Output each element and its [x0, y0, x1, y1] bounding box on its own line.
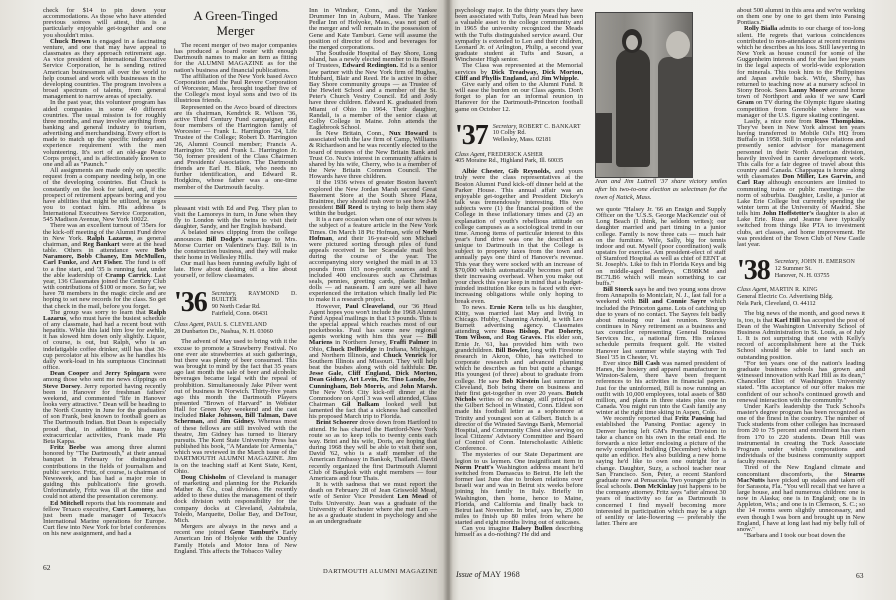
agent-name: MARTIN R. KING	[769, 287, 818, 294]
agent-label: Class Agent,	[174, 320, 207, 328]
classmate-name: Chuck Dellbridge	[326, 345, 377, 353]
paragraph: Bill Storck says he and two young sons drove from Annapolis to Montclair, N. J., last fall for a weekend with Bill and Connie Sayre which included the Princeton game. Lots of catching up due to years of no contact. The Sayres felt badly about missing our last reunion. Storcky continues in Navy retirement as a business and tax councilor representing General Business Services Inc., a national firm. His relaxed schedule permits frequent golf. He visited Hanover last summer while staying with Ted Steel '35 in Chester, Vt.	[596, 286, 727, 361]
agent-label: Class Agent,	[455, 150, 488, 158]
photo-woman-face	[626, 35, 638, 50]
paragraph: A belated news clipping from the college announces Bill Dodge's marriage to Mrs. Morse Currier on Valentine's Day. Bill is in the construction business, and they will make their home in Wellesley Hills.	[174, 229, 298, 261]
classmate-name: John Hoffstetter's	[762, 210, 814, 218]
classmate-name: Cramp Carrick	[105, 271, 151, 279]
paragraph: Lastly, a nice note from Russ Thompkins. They've been in New York almost ten years having transferred to Mobile Oil's HQ from Buffalo in 1958. Still in employee relations and presently senior advisor for management personnel in their North American division, heavily involved in career development work. This calls for a fair degree of travel about this country and Canada. Chappaqua is home along with classmates Don Miller, Les Garvin, and Carl Ray although encounters are limited to commuting trains or public meetings — the norm of suburbia. Daughter, Leslie, a junior at Lake Erie College but currently spending the winter term at the University of Madrid. She tells him John Hoffstetter's daughter is also at Lake Erie. Russ and Jeanne have typically switched from things like PTA to investment clubs, art classes, and home improvement. He was president of the Town Club of New Castle last year.	[737, 117, 866, 248]
paragraph: about 500 alumni in this area and we're working on them one by one to get them into Pansing Pontiacs."	[737, 7, 865, 27]
secretary-name: JOHN H. EMERSON	[801, 259, 856, 266]
paragraph: "Barbara and I took our boat down the	[744, 532, 846, 540]
classmate-name: Carl Ray	[737, 179, 765, 187]
agent-address: 405 Moraine Rd., Highland Park, Ill. 60035	[455, 157, 564, 165]
classmate-name: Butch Nichols	[455, 389, 583, 404]
photo-chair	[596, 113, 612, 163]
issue-month: MAY 1968	[482, 570, 520, 579]
classmate-name: Curt Lamorey,	[112, 505, 155, 513]
class-agent	[455, 152, 583, 166]
issue-prefix: Issue of	[456, 570, 481, 579]
secretary-address: 10 Colby Rd.	[492, 129, 526, 137]
agent-label: Class Agent,	[737, 286, 770, 294]
classmate-name: Bob Kirstein	[501, 377, 540, 385]
classmate-name: Don Miller, Les Garvin,	[782, 173, 853, 181]
agent-address: General Electric Co. Advertising Bldg.	[737, 292, 834, 300]
issue-date	[456, 570, 520, 579]
class-secretary	[212, 290, 297, 318]
classmate-name: Norm Pratt's	[455, 463, 494, 471]
classmate-name: Fritz Pansing	[675, 415, 714, 423]
classmate-name: Albie Chester, Gib Reynolds,	[462, 168, 551, 176]
classmate-name: Russ Thompkins.	[814, 117, 865, 125]
classmate-name: Chuck Venrick	[383, 351, 427, 359]
paragraph: Dean Cooper and Jerry Spingarn were among those who sent me news clippings on Steve Dorsey. Jerry reported having recently been in Hanover for freshman fathers' weekend, and commented "life in Hanover looks very attractive." Dean will be heading to the North Country in June for the graduation of son Frank, best known to football goers as The Dartmouth Indian. But Dean is especially proud that, in addition to his many extracurricular activities, Frank made Phi Beta Kappa.	[43, 370, 166, 445]
classmate-name: Art Fisher.	[91, 259, 123, 267]
classmate-name: Chuck Brown	[50, 37, 91, 45]
classmate-name: Bill and Connie Sayre	[638, 298, 707, 306]
paragraph: Albie Chester, Gib Reynolds, and yours truly were the class representatives at the Boston Alumni Fund kick-off dinner held at the Parker House. This annual affair was an enjoyable get-together and President Dickey's talk was tremendously interesting. His two subjects were (1) the financial position of the College in these inflationary times and (2) an explanation of youth's rebellious attitude on college campuses as a sociological trend in our time. Among items of particular interest to this year's fund drive was one he described as unique to Dartmouth in that the College is subject to property taxes from the town and annually pays one third of Hanover's revenue. This year they were socked with an increase of $70,000 which automatically becomes part of their increasing overhead. When you make out your check this year keep in mind that a budget-minded institution like ours is faced with ever-increasing obligations while only hoping to break even.	[455, 168, 583, 305]
column-2	[174, 8, 297, 555]
column-4	[455, 8, 583, 539]
classmate-name: Norb Hofman	[309, 228, 437, 242]
paragraph: Can you imagine Halsey Bullen describing himself as a do-nothing? He did and	[455, 525, 583, 539]
paragraph: The affiliation of the New York based Avco Corporation and the Paul Revere Corporation of Worcester, Mass., brought together five of the College's most loyal sons and two of its illustrious friends.	[174, 72, 297, 105]
classmate-name: Ed Mitchell	[50, 499, 84, 507]
secretary-name: ROBERT C. BANKART	[519, 123, 581, 130]
classmate-name: Karl Hill	[774, 316, 800, 324]
secretary-name: RAYMOND D. BUILTER	[211, 290, 297, 304]
classmate-name: Gil Balkam	[341, 401, 380, 408]
paragraph: Brint Schoerer drove down from Hartford to attend. He has charted the Hartford-New York route so as to keep tolls to twenty cents each way. Brint and his wife, Doris, are hoping that during 1968 they will be able to visit their son, David '62, who is a staff member of the American Embassy in Bankok, Thailand. David recently organized the first Dartmouth Alumni Club of Bangkok with eight members — four Americans and four Thais.	[309, 419, 437, 482]
paragraph: The Southside Hospital of Bay Shore, Long Island, has a newly elected member to its Board of Trustees, Edward Redington. Ed is a senior law partner with the New York firm of Hughes, Hubbard, Blair and Reed. He is active in other Bay Shore community groups — as Trustee of the Hewlett School and a member of the St. Peter's Church Vestry Council. Ed and Jody have three children. Edward K. graduated from Miami of Ohio in 1964. Their daughter, Randall, is a member of the senior class at Colby College in Maine. John attends the Eaglebrook School.	[309, 50, 437, 131]
paragraph: pleasant visit with Ed and Peg. They plan to visit the Lamoreys in turn, in June when they fly to London with the twins to visit their daughter, Sandy, and her English husband.	[174, 204, 297, 231]
classmate-name: Blake Johnson, Bill Talman, Dave Scherman,	[174, 412, 298, 426]
classmate-name: Bill Bowler,	[495, 346, 529, 354]
paragraph: Represented on the Avco board of directors are its chairman, Kendrick R. Wilson '36, active Third Century Fund campaigner, and four members of the Harrington family of Worcester — Frank L. Harrington '24, Life Trustee of the College; Robert D. Harrington '26, Alumni Council member; Francis A. Harrington '33; and Frank L. Harrington Jr. '50, former president of the Class Chairmen and Presidents' Association. The Dartmouth friends are Earl H. Blaik, who needs no further identification, and Edward R. Hodgkins, whose father was a one-time member of the Dartmouth faculty.	[174, 103, 297, 191]
classmate-name: Bill Mariens	[309, 333, 437, 347]
paragraph: Ed Mitchell reports that his roommate and fellow Texaco executive, Curt Lamorey, has just been made manager of Texaco's International Marine operations for Europe. Curt flew into New York for brief conferences on his new assignment, and had a	[43, 499, 166, 538]
class-year-numeral: '37	[455, 119, 488, 151]
secretary-address: 12 Summer St.	[774, 264, 812, 272]
paragraph: The recent merger of two major companies has produced a board roster with enough Dartmouth names to make an item as fitting for the ALUMNI MAGAZINE as for the nation's business and financial publications.	[174, 42, 297, 74]
secretary-label: Secretary,	[211, 289, 249, 297]
paragraph: In New Britain, Conn., Nux Howard is associated with the law firm of Camp, Williams & Richardson and he was recently elected to the board of trustees of the New Britain Bank and Trust Co. Nux's interest in community affairs is shared by his wife, Cherry, who is a member of the New Britain Common Council. The Howards have three children.	[309, 130, 437, 181]
page-number-left: 62	[43, 563, 51, 572]
classmate-name: Jim Gidney.	[219, 418, 256, 426]
paragraph: The Class was represented at the Memorial services by Dick Treadway, Dick Morton, Cliff and Phyllis England, and Jim Whipple.	[455, 62, 583, 82]
classmate-name: Stearns MacNutts	[737, 470, 865, 484]
paragraph: We recently reported that Fritz Pansing had established the Pansing Pontiac agency in Denver having left GM's Pontiac Division to take a chance on his own in the retail end. He forwards a nice letter enclosing a picture of the newly completed building (December) which is quite an edifice. He's also building a new home saying he'd like to own one outright for a change. Daughter, Suzy, a school teacher near San Francisco. Son, Peter, a recent Stanford graduate now at Pensacola. Two younger girls in local schools. Don McKinlay just happens to be the company attorney. Fritz says "after almost 30 years of inactivity so far as Dartmouth is concerned I find myself becoming more interested in participation which may be a sign of senility or late-flowering — preferably the latter. There are	[596, 415, 727, 527]
class-agent	[174, 322, 297, 336]
classmate-name: Fritz Beebe	[50, 444, 86, 452]
paragraph: Chuck Brown is engaged in a fascinating venture, and one that may have appeal to classmates as they approach retirement age. As vice president of International Executive Service Corporation, he is sending retired American businessmen all over the world to help counsel and work with businesses in the developing countries. The program involves a broad spectrum of talents, from general management to narrow areas of specialty.	[43, 37, 166, 101]
paragraph: It is a rare occasion when one of our wives is the subject of a feature article in the New York Times. On March 18 Pic Hofman, wife of Norb Hofman, and their 16-year-old son Michael were pictured sorting through piles of fund appeals received in her Scarsdale mail box during the course of the year. The accompanying story weighed the mail in at 13 pounds from 103 non-profit sources and it included 400 enclosures such as Christmas seals, pennies, greeting cards, plastic Indian dolls — ad nauseam. I am sure we all have experienced the irritation which finally led Pic to make it a research project.	[309, 216, 437, 304]
class-header-top	[174, 286, 297, 318]
classmate-name: Doug Chisholm	[181, 473, 227, 481]
classmate-name: Bill Reed	[335, 204, 363, 211]
class-header-top	[737, 255, 865, 287]
classmate-name: Paul Cleaveland	[345, 302, 394, 310]
running-footer: DARTMOUTH ALUMNI MAGAZINE	[323, 568, 438, 575]
column-6	[737, 8, 865, 539]
agent-address: Nela Park, Cleveland, O. 44112	[737, 299, 816, 307]
paragraph: The advent of May used to bring with it the excuse to promote a Strawberry Festival. No one ever ate strawberries at such gatherings, but there was plenty of beer consumed. This was brought to mind by the fact that 35 years ago last month the sale of beer and alcoholic beverages became legal with the repeal of prohibition. Simultaneously Jake Pilver went out of business in Norwich. Thirty-five years ago this month the Dartmouth Players presented "Brown of Harvard" in Webster Hall for Green Key weekend and the cast included Blake Johnson, Bill Talman, Dave Scherman, and Jim Gidney. Whereas most of these fellows are still involved with the theatre, Jim Gidney has turned to literary pursuits. The Kent State University Press has published his book, "A Mandate for Armenia," which was reviewed in the March issue of the DARTMOUTH ALUMNI MAGAZINE. Jim is on the teaching staff at Kent State, Kent, Ohio.	[174, 338, 298, 475]
classmate-name: Russ Bishop, Pat Doherty, Tom Wilson,	[455, 328, 583, 342]
classmate-name: Don McKinlay	[634, 483, 676, 491]
photo-man-head	[666, 31, 690, 59]
photo-caption: Jean and Jim Luttrell '37 share victory smiles after his two-to-one election as selectman for the town of Natick, Mass.	[595, 178, 727, 201]
page-fold	[443, 0, 453, 600]
paragraph: Tired of the New England climate and concomitant discomforts, the Stearns MacNutts have picked up stakes and taken off for Sarasota, Fla. "You will recall that we have a large house, and had numerous children: one is now in Alaska; one is in England; one is in Appleton, Wis.; and one is in Clemson, S. C.; so the 14 rooms seem slightly unnecessary, and even though I was born and brought up in New England, I have at long last had my belly full of snow."	[737, 464, 865, 533]
secretary-line	[212, 291, 297, 305]
photo-man-figure	[658, 57, 693, 178]
paragraph: However, Paul Cleaveland, our '36 Head Agent hopes you won't include the 1968 Alumni Fund Appeal mailings in that 13 pounds. This is the special appeal which reaches most of our pocketbooks. Paul has some new regional agents working with him this year — Bill Mariens in Northern Jersey, Fraffi Palmer in Ohio, Chuck Dellbridge in Indiana, Michigan, and Northern Illinois, and Chuck Venrick for Southern Illinois and Missouri. They will help beat the bushes along with old faithfuls: Dr. Jesse Gale, Cliff England, Dick Morton, Dean Gidney, Art Levin, Dr. Tino Lando, Joe Cunningham, Bob Morris, and John Marsh. The New York City kick-off dinner at the Commodore on April 3 was well attended, Class Chairman Gil Balkam looked well but lamented the fact that a sickness had cancelled his proposed March trip to Florida.	[309, 302, 438, 421]
classmate-name: Bob Naramore, Bobb Chaney, Em McMullen, Carl Funke,	[43, 247, 166, 267]
column-1	[43, 8, 166, 537]
paragraph: Our mail has been running awfully light of late. How about dashing off a line about yourself, or fellow classmates.	[174, 260, 297, 280]
classmate-name: Dr. Jesse Gale, Cliff England, Dick Morton, Dean Gidney, Art Levin, Dr. Tino Lando, Joe Cunningham, Bob Morris,	[309, 364, 437, 390]
photo-woman-figure	[616, 49, 650, 167]
paragraph: Ever since Bill Cash was named president of Hanes, the hosiery and apparel manufacturer in Winston-Salem, there have been frequent references to his activities in financial papers. Just for the uninformed, Bill is now running an outfit with 10,000 employees, total assets of $80 million, and plants in three states plus one in Canada. You might run into the Cash family any winter at the right time skiing in Aspen, Colo.	[596, 359, 726, 417]
paragraph: Inn in Windsor, Conn., and the Yankee Drummer Inn in Auburn, Mass. The Yankee Pedlar Inn of Holyoke, Mass., was not part of the merger and will remain in the possession of Gene and Kate Tamburi. Gene will assume the position of director of food and beverages for the merged corporations.	[309, 7, 437, 51]
agent-name: FREDERICK ASHER	[487, 151, 544, 158]
paragraph: There was an excellent turnout of '35ers for the kick-off meeting of the Alumni Fund drive in New York. Ralph Lazarus, as general chairman, and Reg Bankart were at the head table. Others in attendance were Bob Naramore, Bobb Chaney, Em McMullen, Carl Funke, and Art Fisher. The fund is off to a fine start, and '35 is running fast, under the able leadership of Cramp Carrick. Last year, 136 Classmates joined the Century Club with contributions of $100 or more. So far, we have 78 members in the magic circle and are hoping to set new records for the class. So get that check in the mail, before you forget.	[43, 222, 167, 310]
class-secretary	[775, 258, 855, 279]
secretary-label: Secretary,	[774, 258, 802, 266]
classmate-name: Dick Treadway, Dick Morton, Cliff and Phyllis England,	[455, 68, 583, 82]
secretary-address: 90 North Cedar Rd.	[211, 303, 261, 311]
class-header	[174, 286, 297, 336]
paragraph: All assignments are made only on specific request from a company needing help, in one of the developing countries. But Chuck is constantly on the look for talent, and, if the prospect of retirement appears boring and you have abilities that might be utilized, he urges you to contact him. His address is International Executives Service Corporation, 545 Madison Avenue, New York 10022.	[43, 167, 166, 224]
article-heading: A Green-Tinged Merger	[193, 8, 278, 38]
class-header	[455, 119, 583, 166]
agent-name: PAUL S. CLEVELAND	[206, 321, 267, 328]
paragraph: To news. Ernie Kern tells us his daughter, Kitty, was married last May and living in Chicago. Hubby, Channing Arnold, is with Leo Burnett advertising agency. Classmates attending were Russ Bishop, Pat Doherty, Tom Wilson, and Rog Graves. His elder son, Ernie Jr. '61, has provided him with two grandchildren. Bill Bowler, long with Firestone research in Akron, Ohio, has switched to corporate research and advanced planning which he describes as fun but quite a change. His youngest (of three) about to graduate from college. He saw Bob Kirstein last summer in Cleveland, Bob being there on business and their first get-together in over 20 years. Butch Nichols writes of no change, still principal of the Gilbert School in Winsted, Conn. Eldest son made his football letter as a sophomore at Trinity and youngest son at Gilbert. Butch is a director of the Winsted Savings Bank, Memorial Hospital, and Community Chest also serving on local Citizens' Advisory Committee and Board of Control of Conn. Interscholastic Athletic Conference.	[455, 303, 583, 453]
classmate-name: Ernie Kern	[489, 303, 523, 311]
classmate-name: Carl Gram	[737, 93, 865, 107]
classmate-name: Edward Redington.	[342, 62, 398, 70]
classmate-name: Dean Cooper	[50, 370, 89, 378]
paragraph: Give early and often to the Alumni Fund. It will ease the burden on our Class agents. Don't forget to plan for an informal reunion in Hanover for the Dartmouth-Princeton football game on October 12.	[455, 80, 583, 113]
column-5	[596, 207, 726, 527]
classmate-name: Halsey Bullen	[512, 525, 553, 533]
class-year-numeral: '38	[737, 255, 770, 287]
paragraph: Fritz Beebe was among three alumni honored by "The Dartmouth," at their annual banquet in February for distinguished contributions in the fields of journalism and public service. Fritz, of course, is chairman of Newsweek, and has had a major role in guiding this publication's fine growth. Unfortunately, Fritz was ill at the time and could not attend the presentation ceremony.	[43, 444, 166, 501]
page-number-right: 63	[856, 571, 864, 580]
classmate-name: Bill Dodge's	[206, 235, 243, 243]
paragraph: we quote "Halsey Jr. '66 an Ensign and Supply Officer on the 'U.S.S. George MacKenzie' out of Long Beach (I think, he seldom writes); our daughter married and part timing in a junior college. Family is now three cats — much hair on the furniture. Wife, Sally, big for tennis indoor and out. Myself (poor coordination) walk upstairs for exercise. Am president-elect of staff of Stamford Hospital as well as chief of EENT at St. Joseph's. Like to fish in Florida Keys and big on middle-aged Bentleys, CB98KM and BC7LB6 which will mean something to car buffs."	[596, 206, 726, 287]
secretary-address: Wellesley, Mass. 02181	[492, 136, 552, 144]
paragraph: The group was sorry to learn that Ralph Lazarus, who must have the busiest schedule of any classmate, had had a recent bout with hepatitis. While this laid him low for awhile, it has slowed him down only slightly. Liquor, of course, is out, but Ralph, who is an indefatigable coffee drinker, still has that 30-cup percolator at his elbow as he handles his daily work-load in his sumptuous Cincinnati office.	[43, 308, 166, 372]
classmate-name: Jim Whipple.	[540, 74, 579, 82]
paragraph: The mysteries of our State Department are legion to us laymen. One insignificant item in Norm Pratt's Washington address meant he'd switched from Damascus to Beirut. He left the former last June due to broken relations over Israeli war and was in Beirut six weeks before joining his family in Italy. Briefly in Washington, then home, hence to Maine, Florida, and California and finally back to Beirut last November. In brief, says he, 25,000 miles to finish up 80 miles from where he started and eight months living out of suitcases.	[455, 451, 583, 527]
classmate-name: Fraffi Palmer	[389, 339, 430, 347]
paragraph: If the 1936 wives of greater Boston haven't explored the New Jordan Marsh second Great Basement Store at the South Shore Plaza, Braintree, they should rush over to see how J-M president Bill Reed is trying to help them stay within the budget.	[309, 179, 437, 218]
column-3	[309, 8, 437, 525]
classmate-name: Len Mead	[397, 493, 428, 501]
classmate-name: Rog Graves.	[506, 334, 542, 342]
secretary-address: Hanover, N. H. 03755	[774, 271, 830, 279]
classmate-name: Brint Schoerer	[316, 419, 358, 427]
secretary-label: Secretary,	[492, 122, 520, 130]
classmate-name: Nux Howard	[389, 130, 429, 138]
class-secretary	[493, 123, 581, 144]
paragraph: Mergers are always in the news and a recent one joined Gene Tamburi's Early American Inn of Holyoke with the Dunfey Family Hotels and Motor Inns of New England. This affects the Tobacco Valley	[174, 523, 297, 555]
classmate-name: Rolly Bialla	[744, 25, 778, 33]
classmate-name: Ralph Lazarus	[43, 308, 166, 322]
paragraph: Under Karl's leadership the Tuck School's master's degree program has been recognized as one of the finest in the country. The number of Tuck students from other colleges has increased from 20 to 75 percent and enrollment has risen from 170 to 220 students. Dean Hill was instrumental in creating the Tuck Associate Program under which corporations and individuals of the business community support faculty research.	[737, 402, 865, 466]
class-header	[737, 255, 865, 307]
classmate-name: Steve Dorsey	[43, 382, 81, 390]
paragraph: check for $14 to pin down your accommodations. As those who have attended previous soirees will attest, this is a particularly enjoyable get-together and one you shouldn't miss.	[43, 7, 166, 39]
classmate-name: John Marsh.	[400, 382, 437, 390]
class-year-numeral: '36	[174, 286, 207, 318]
paragraph: The big news of the month, and good news it is, too, is that Karl Hill has accepted the post of Dean of the Washington University School of Business Administration in St. Louis, as of July 1. It is not surprising that one with Kelly's record of accomplishment here at the Tuck School should be able to land such an outstanding position.	[737, 310, 865, 361]
class-photo	[595, 12, 693, 178]
classmate-name: Bill Storck	[603, 286, 634, 294]
classmate-name: Gene Tamburi's	[229, 529, 279, 537]
paragraph: "For ten years one of the nation's leading graduate business schools has grown and witnessed innovation with Karl Hill as its dean," Chancellor Eliot of Washington University stated. "His acceptance of our offer makes me confident of our school's continued growth and renewal interaction with the community."	[737, 359, 865, 404]
paragraph: It is with sadness that we must report the death on February 28 of Jean Griswold Mead, wife of Senior Vice President Len Mead of Tufts University. Jean was a graduate of the University of Rochester where she met Len — he as a graduate student in psychology and she as an undergraduate	[309, 481, 437, 525]
classmate-name: Reg Bankart	[82, 240, 120, 248]
paragraph: In the past year, this volunteer program has aided companies in some 40 different countries. The usual mission is for roughly three months, and may involve anything from banking and general industry to tourism, advertising and merchandising. Every effort is made to match up the specific industry and experience requirement with the men volunteering. It's sort of an old-age Peace Corps project, and is affectionately known to one and all as "Paunch."	[43, 99, 166, 168]
section-rule	[174, 196, 297, 199]
paragraph: Rolly Bialla admits to our charge of too-long silent. He regrets that various coincidences contributed to non-attendance at recent reunions which he describes as his loss. Still lawyering in New York as house council for some of the Guggenheim interests and for the last few years in the legal aspects of world-wide exploration for minerals. This took him to the Philippines and Japan awhile back. Wife, Sherry, has returned to teaching now at a nursery school in Stony Brook. Sees Lanny Moore around home town of Northport and asks if we saw Carl Gram on TV during the Olympic figure skating competition from Grenoble where he was manager of the U.S. figure skating contingent.	[737, 25, 865, 119]
secretary-address: Fairfield, Conn. 06431	[211, 310, 269, 318]
paragraph: Doug Chisholm of Cleveland is manager of marketing and planning for the Pickands Mather & Co., coal division. He recently added to these duties the management of their dock division with responsibility for the company docks at Cleveland, Ashtabula, Toledo, Marquette, Dollar Bay, and DeTour, Mich.	[174, 473, 297, 524]
paragraph: psychology major. In the thirty years they have been associated with Tufts, Jean Mead has been a valuable asset to the college community and in 1965 the university recognized the Meads with the Tufts distinguished service award. Our sympathy is extended to Len and their children, Leonard Jr. of Arlington, Philip, a second year graduate student at Tufts and Susan, a Winchester High senior.	[455, 7, 583, 64]
classmate-name: Ralph Lazarus	[87, 234, 132, 242]
class-header-top	[455, 119, 583, 151]
classmate-name: Lanny Moore	[788, 87, 828, 95]
classmate-name: Bill Cash	[633, 359, 660, 367]
class-agent	[737, 287, 865, 307]
classmate-name: Jerry Spingarn	[105, 370, 150, 378]
agent-address: 28 Dunbarton Dr., Nashua, N. H. 03060	[174, 327, 273, 335]
